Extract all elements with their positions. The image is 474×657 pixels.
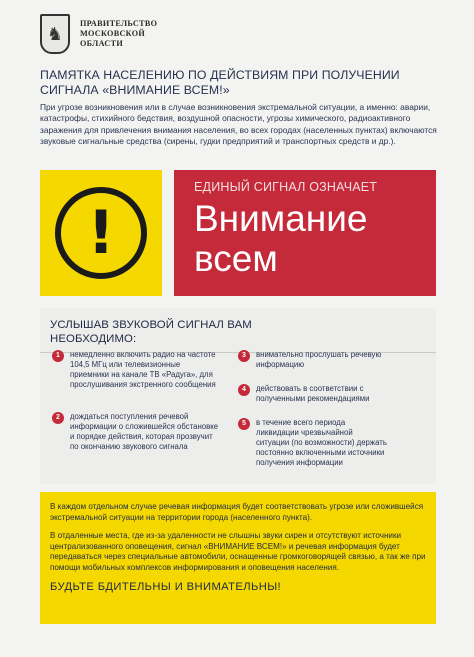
signal-heading [194,199,436,279]
gov-line-3: ОБЛАСТИ [80,39,124,48]
instruction-item [238,384,388,404]
signal-subtitle: ЕДИНЫЙ СИГНАЛ ОЗНАЧАЕТ [194,180,378,194]
instruction-item [238,350,388,370]
government-name [80,19,157,49]
header [40,14,157,54]
final-warning: БУДЬТЕ БДИТЕЛЬНЫ И ВНИМАТЕЛЬНЫ! [50,580,282,593]
signal-banner [174,170,436,296]
instruction-text: внимательно прослушать речевую информацию [256,350,382,369]
gov-line-1: ПРАВИТЕЛЬСТВО [80,19,158,28]
instructions-title: УСЛЫШАВ ЗВУКОВОЙ СИГНАЛ ВАМ НЕОБХОДИМО: [50,319,252,345]
number-badge: 4 [238,384,250,396]
gov-line-2: МОСКОВСКОЙ [80,29,146,38]
info-paragraph-2: В отдаленные места, где из-за удаленности не слышны звуки сирен и отсутствуют источники централизованного оповещения, сигнал «ВНИМАНИЕ ВСЕМ!» и речевая информация будет передаваться через специальные автомобили, оснащенные громкоговорящей связью, а так же при помощи мобильных комплексов информирования и оповещения населения. [50,531,426,572]
instruction-text: в течение всего периода ликвидации чрезвычайной ситуации (по возможности) держать постоянно включенными источники получения информации [256,418,387,467]
number-badge: 3 [238,350,250,362]
instructions-panel [40,308,436,484]
additional-info-panel [40,492,436,624]
intro-paragraph: При угрозе возникновения или в случае возникновения экстремальной ситуации, а именно: аварии, катастрофы, стихийного бедствия, воздушной опасности, угрозы химического, радиоактивного заражения для привлечения внимания населения, во всех городах (населенных пунктах) включаются звуковые сигнальные средства (сирены, гудки предприятий и транспортных средств и др.). [40,102,437,147]
signal-heading-line-1: Внимание [194,198,368,239]
coat-of-arms-icon: ♞ [40,14,70,54]
info-paragraph-1: В каждом отдельном случае речевая информация будет соответствовать угрозе или сложившейся экстремальной ситуации на территории города (населенного пункта). [50,502,424,522]
number-badge: 2 [52,412,64,424]
instruction-item [238,418,388,468]
instruction-text: действовать в соответствии с полученными рекомендациями [256,384,370,403]
warning-sign-panel [40,170,162,296]
instruction-text: немедленно включить радио на частоте 104,5 МГц или телевизионные приемники на канале ТВ «Радуга», для прослушивания экстренного сообщения [70,350,216,389]
instruction-item [52,350,220,390]
signal-heading-line-2: всем [194,238,278,279]
instruction-item [52,412,220,452]
exclamation-icon: ! [55,187,147,279]
instruction-text: дождаться поступления речевой информации о сложившейся обстановке и порядке действия, которая прозвучит по окончанию звукового сигнала [70,412,219,451]
number-badge: 1 [52,350,64,362]
number-badge: 5 [238,418,250,430]
page-title: ПАМЯТКА НАСЕЛЕНИЮ ПО ДЕЙСТВИЯМ ПРИ ПОЛУЧЕНИИ СИГНАЛА «ВНИМАНИЕ ВСЕМ!» [40,68,400,97]
